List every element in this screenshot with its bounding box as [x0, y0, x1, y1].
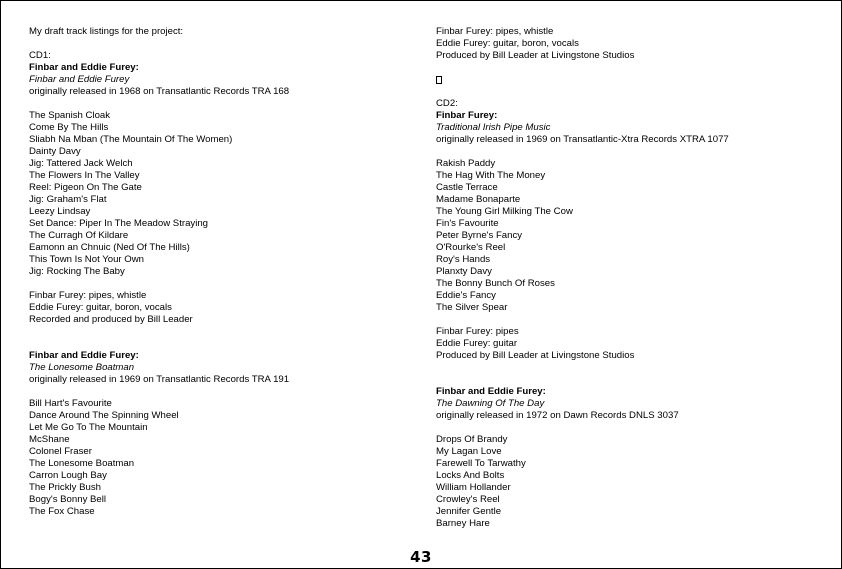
track-item: Colonel Fraser — [29, 446, 92, 457]
track-item: The Prickly Bush — [29, 482, 101, 493]
track-item: Crowley's Reel — [436, 494, 500, 505]
track-item: Leezy Lindsay — [29, 206, 91, 217]
album2-release: originally released in 1969 on Transatlantic Records TRA 191 — [29, 374, 290, 385]
missing-glyph-icon — [436, 74, 826, 86]
album1-release: originally released in 1968 on Transatlantic Records TRA 168 — [29, 86, 290, 97]
track-item: The Young Girl Milking The Cow — [436, 206, 573, 217]
track-item: Madame Bonaparte — [436, 194, 521, 205]
track-item: Drops Of Brandy — [436, 434, 508, 445]
credit-line: Eddie Furey: guitar, boron, vocals — [29, 302, 172, 313]
track-item: Jig: Graham's Flat — [29, 194, 107, 205]
album2-title: The Lonesome Boatman — [29, 362, 135, 373]
track-item: The Silver Spear — [436, 302, 508, 313]
credit-line: Finbar Furey: pipes, whistle — [29, 290, 147, 301]
track-item: The Bonny Bunch Of Roses — [436, 278, 555, 289]
album3-artist: Finbar Furey: — [436, 110, 498, 121]
track-item: Jig: Tattered Jack Welch — [29, 158, 133, 169]
album2-artist: Finbar and Eddie Furey: — [29, 350, 139, 361]
credit-line: Recorded and produced by Bill Leader — [29, 314, 193, 325]
album3-title: Traditional Irish Pipe Music — [436, 122, 551, 133]
placeholder-box-icon — [436, 76, 442, 84]
track-item: Locks And Bolts — [436, 470, 505, 481]
track-item: McShane — [29, 434, 70, 445]
credit-line: Produced by Bill Leader at Livingstone Studios — [436, 50, 635, 61]
credit-line: Eddie Furey: guitar — [436, 338, 518, 349]
track-item: Jig: Rocking The Baby — [29, 266, 125, 277]
page-number: 43 — [410, 548, 432, 566]
track-item: This Town Is Not Your Own — [29, 254, 145, 265]
track-item: Carron Lough Bay — [29, 470, 107, 481]
track-item: Barney Hare — [436, 518, 490, 529]
track-item: Come By The Hills — [29, 122, 109, 133]
track-item: Reel: Pigeon On The Gate — [29, 182, 142, 193]
track-item: The Lonesome Boatman — [29, 458, 135, 469]
track-item: Sliabh Na Mban (The Mountain Of The Women) — [29, 134, 233, 145]
cd1-label: CD1: — [29, 50, 51, 61]
track-item: Jennifer Gentle — [436, 506, 502, 517]
track-item: Bogy's Bonny Bell — [29, 494, 107, 505]
album4-artist: Finbar and Eddie Furey: — [436, 386, 546, 397]
track-item: Fin's Favourite — [436, 218, 499, 229]
track-item: O'Rourke's Reel — [436, 242, 506, 253]
track-item: Eamonn an Chnuic (Ned Of The Hills) — [29, 242, 190, 253]
track-item: Eddie's Fancy — [436, 290, 496, 301]
album4-title: The Dawning Of The Day — [436, 398, 545, 409]
credit-line: Eddie Furey: guitar, boron, vocals — [436, 38, 579, 49]
credit-line: Finbar Furey: pipes — [436, 326, 519, 337]
track-item: My Lagan Love — [436, 446, 502, 457]
left-column — [29, 26, 409, 518]
track-item: Dance Around The Spinning Wheel — [29, 410, 179, 421]
track-item: The Curragh Of Kildare — [29, 230, 129, 241]
track-item: Planxty Davy — [436, 266, 492, 277]
track-item: The Fox Chase — [29, 506, 95, 517]
track-item: Castle Terrace — [436, 182, 498, 193]
track-item: Farewell To Tarwathy — [436, 458, 526, 469]
track-item: Peter Byrne's Fancy — [436, 230, 523, 241]
credit-line: Finbar Furey: pipes, whistle — [436, 26, 554, 37]
track-item: Dainty Davy — [29, 146, 81, 157]
album1-title: Finbar and Eddie Furey — [29, 74, 130, 85]
track-item: Let Me Go To The Mountain — [29, 422, 148, 433]
track-item: The Flowers In The Valley — [29, 170, 140, 181]
intro-text: My draft track listings for the project: — [29, 26, 184, 37]
cd2-label: CD2: — [436, 98, 458, 109]
album1-artist: Finbar and Eddie Furey: — [29, 62, 139, 73]
track-item: The Hag With The Money — [436, 170, 546, 181]
track-item: Bill Hart's Favourite — [29, 398, 112, 409]
album4-release: originally released in 1972 on Dawn Records DNLS 3037 — [436, 410, 679, 421]
credit-line: Produced by Bill Leader at Livingstone Studios — [436, 350, 635, 361]
album3-release: originally released in 1969 on Transatlantic-Xtra Records XTRA 1077 — [436, 134, 729, 145]
track-item: Roy's Hands — [436, 254, 491, 265]
track-item: William Hollander — [436, 482, 511, 493]
right-column — [436, 26, 826, 530]
track-item: Set Dance: Piper In The Meadow Straying — [29, 218, 209, 229]
track-item: The Spanish Cloak — [29, 110, 111, 121]
track-item: Rakish Paddy — [436, 158, 496, 169]
